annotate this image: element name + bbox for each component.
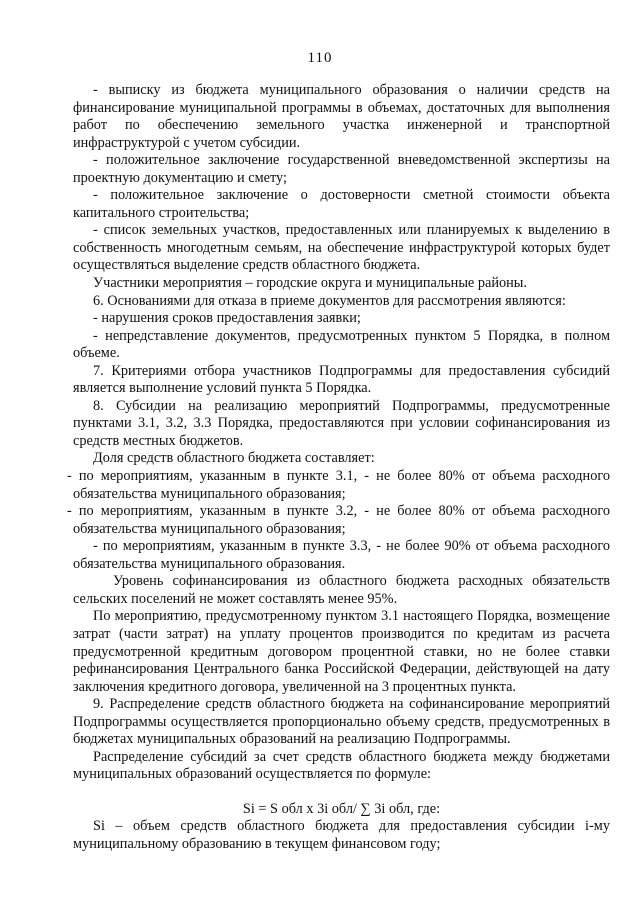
paragraph: 7. Критериями отбора участников Подпрограммы для предоставления субсидий является выполнение условий пункта 5 Порядка. [73, 362, 610, 397]
paragraph: По мероприятию, предусмотренному пунктом 3.1 настоящего Порядка, возмещение затрат (части затрат) на уплату процентов производится по кредитам из расчета предусмотренной кредитным договором процентной ставки, но не более ставки рефинансирования Центрального банка Российской Федерации, действующей на дату заключения кредитного договора, увеличенной на 3 процентных пункта. [73, 608, 610, 695]
paragraph: - непредставление документов, предусмотренных пунктом 5 Порядка, в полном объеме. [73, 327, 610, 362]
paragraph: - по мероприятиям, указанным в пункте 3.1, - не более 80% от объема расходного обязательства муниципального образования; [67, 468, 610, 502]
page-number: 110 [307, 50, 333, 66]
paragraph: - нарушения сроков предоставления заявки; [93, 310, 361, 327]
paragraph: Уровень софинансирования из областного бюджета расходных обязательств сельских поселений не может составлять менее 95%. [73, 573, 610, 607]
paragraph: Участники мероприятия – городские округа и муниципальные районы. [93, 275, 527, 292]
paragraph: 6. Основаниями для отказа в приеме документов для рассмотрения являются: [93, 292, 566, 309]
paragraph: - положительное заключение о достоверности сметной стоимости объекта капитального строительства; [73, 187, 610, 221]
paragraph: - по мероприятиям, указанным в пункте 3.3, - не более 90% от объема расходного обязательства муниципального образования. [73, 538, 610, 572]
formula: Si = S обл x 3i обл/ ∑ 3i обл, где: [242, 800, 441, 817]
paragraph: Доля средств областного бюджета составляет: [93, 450, 375, 467]
paragraph: - положительное заключение государственной вневедомственной экспертизы на проектную документацию и смету; [73, 152, 610, 186]
paragraph: - по мероприятиям, указанным в пункте 3.2, - не более 80% от объема расходного обязательства муниципального образования; [67, 503, 610, 537]
document-body [67, 82, 610, 854]
paragraph: - выписку из бюджета муниципального образования о наличии средств на финансирование муниципальной программы в объемах, достаточных для выполнения работ по обеспечению земельного участка инженерной и транспортной инфраструктурой с учетом субсидии. [73, 82, 610, 151]
paragraph: 8. Субсидии на реализацию мероприятий Подпрограммы, предусмотренные пунктами 3.1, 3.2, 3.3 Порядка, предоставляются при условии софинансирования из средств местных бюджетов. [73, 397, 610, 449]
paragraph: - список земельных участков, предоставленных или планируемых к выделению в собственность многодетным семьям, на обеспечение инфраструктурой которых будет осуществляться выделение средств областного бюджета. [73, 222, 610, 274]
paragraph: Si – объем средств областного бюджета для предоставления субсидии i-му муниципальному образованию в текущем финансовом году; [73, 818, 610, 852]
paragraph: 9. Распределение средств областного бюджета на софинансирование мероприятий Подпрограммы осуществляется пропорционально объему средств, предусмотренных в бюджетах муниципальных образований на реализацию Подпрограммы. [73, 696, 610, 748]
paragraph: Распределение субсидий за счет средств областного бюджета между бюджетами муниципальных образований осуществляется по формуле: [73, 748, 610, 783]
